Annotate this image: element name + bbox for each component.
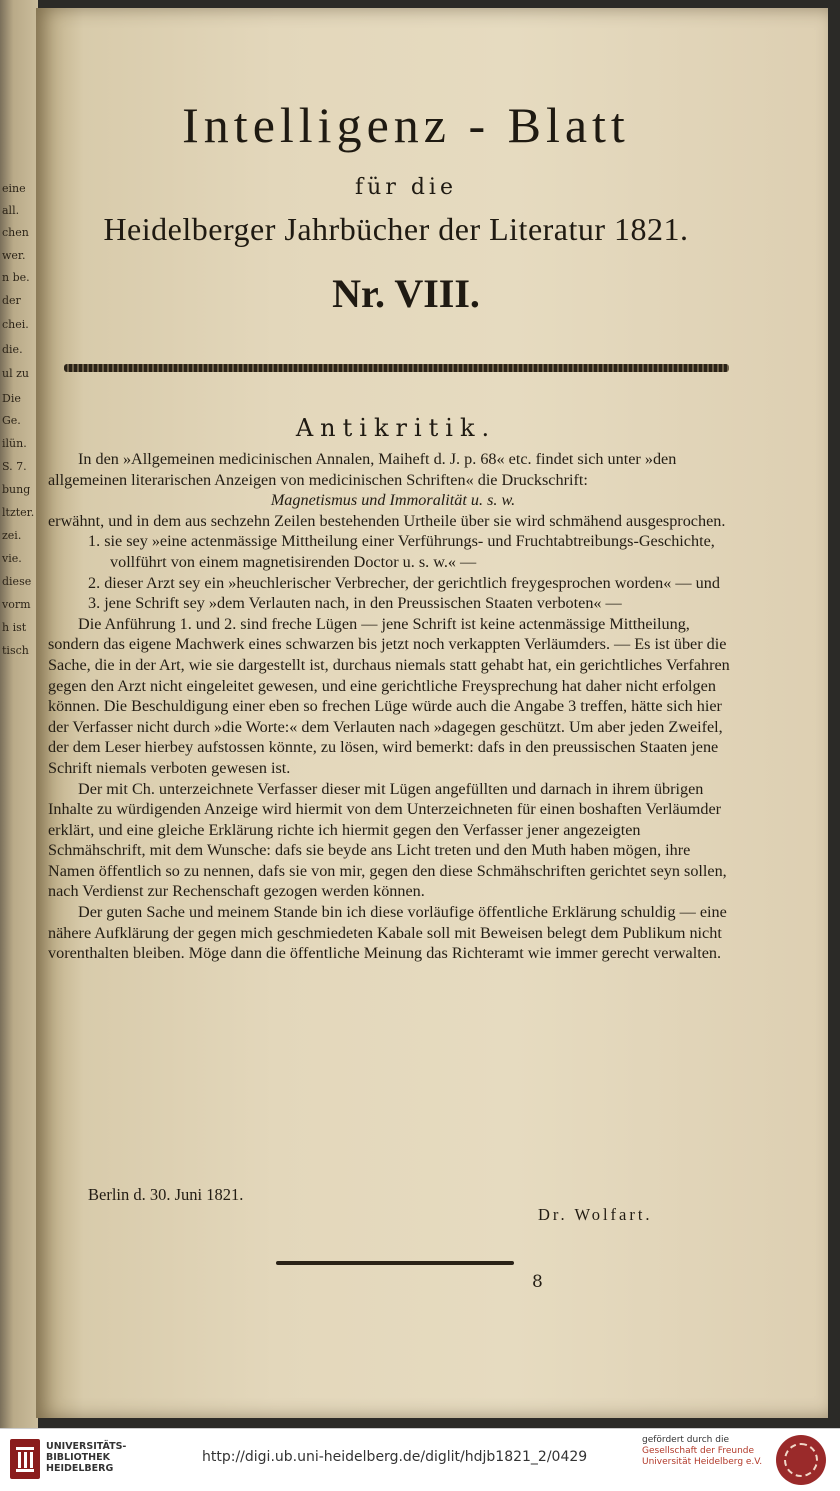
margin-fragment: tisch (2, 644, 29, 657)
closing-rule (276, 1261, 514, 1265)
margin-fragment: n be. (2, 271, 30, 284)
body-paragraph: Der mit Ch. unterzeichnete Verfasser dieser mit Lügen angefüllten und darnach in ihrem übrigen Inhalte zu würdigenden Anzeige wird hiermit von dem Unterzeichneten für einen boshaften Verläumder erklärt, und eine gleiche Erklärung richte ich hiermit gegen den Verfasser jener angezeigten Schmähschrift, mit dem Wunsche: dafs sie beyde ans Licht treten und den Muth haben mögen, ihre Namen öffentlich so zu nennen, dafs sie von mir, gegen den diese Schmähschriften gerichtet seyn sollen, nach Verdienst zur Rechenschaft gezogen werden können. (48, 779, 727, 901)
printer-signature-mark: 8 (532, 1272, 543, 1292)
cited-title: Magnetismus und Immoralität u. s. w. (270, 491, 516, 510)
list-item: 2. dieser Arzt sey ein »heuchlerischer Verbrecher, der gerichtlich freygesprochen worden« — und (88, 573, 720, 592)
margin-fragment: ilün. (2, 437, 27, 450)
margin-fragment: eine (2, 182, 26, 195)
masthead-subtitle: für die (355, 175, 457, 200)
issue-number: Nr. VIII. (332, 271, 480, 316)
margin-fragment: all. (2, 204, 20, 217)
margin-fragment: chen (2, 226, 29, 239)
intro-paragraph: In den »Allgemeinen medicinischen Annalen, Maiheft d. J. p. 68« etc. findet sich unter »den allgemeinen literarischen Anzeigen von medicinischen Schriften« die Druckschrift: (48, 450, 677, 489)
permalink-url[interactable]: http://digi.ub.uni-heidelberg.de/diglit/hdjb1821_2/0429 (202, 1449, 588, 1465)
body-paragraph: Der guten Sache und meinem Stande bin ich diese vorläufige öffentliche Erklärung schuldig — eine nähere Aufklärung der gegen mich geschmiedeten Kabale soll mit Beweisen belegt dem Publikum nicht vorenthalten bleiben. Möge dann die öffentliche Meinung das Richteramt wie immer gerecht verwalten. (48, 903, 727, 963)
body-paragraph: Die Anführung 1. und 2. sind freche Lügen — jene Schrift ist keine actenmässige Mittheilung, sondern das eigene Machwerk eines schwarzen bis jetzt noch verkappten Verläumders. — Es ist über die Sache, die in der Art, wie sie dargestellt ist, durchaus niemals statt gehabt hat, ein gerichtliches Verfahren gegen den Arzt nicht eingeleitet gewesen, und eine gerichtliche Freysprechung hat daher nicht erfolgen können. Die Beschuldigung einer eben so frechen Lüge würde auch die Angabe 3 treffen, hätte sich hier der Verfasser nicht durch »die Worte:« dem Verlauten nach »dagegen geschützt. Um aber jeden Zweifel, der dem Leser hierbey aufstossen könnte, zu lösen, wird bemerkt: dafs in den preussischen Staaten jene Schrift niemals verboten gewesen ist. (48, 614, 730, 777)
section-heading: Antikritik. (295, 414, 497, 442)
previous-page-edge (0, 0, 38, 1428)
place-date: Berlin d. 30. Juni 1821. (88, 1185, 244, 1204)
document-page (36, 8, 828, 1418)
margin-fragment: ul zu (2, 367, 29, 380)
margin-fragment: Ge. (2, 414, 21, 427)
margin-fragment: S. 7. (2, 460, 27, 473)
margin-fragment: der (2, 294, 21, 307)
mention-paragraph: erwähnt, und in dem aus sechzehn Zeilen bestehenden Urtheile über sie wird schmähend ausgesprochen. (48, 511, 726, 530)
sponsor-org: Universität Heidelberg e.V. (642, 1457, 763, 1467)
margin-fragment: vorm (2, 598, 31, 611)
list-item: 1. sie sey »eine actenmässige Mittheilung einer Verführungs- und Fruchtabtreibungs-Geschichte, vollführt von einem magnetisirenden Doctor u. s. w.« — (88, 532, 715, 571)
list-item: 3. jene Schrift sey »dem Verlauten nach, in den Preussischen Staaten verboten« — (88, 594, 622, 613)
margin-fragment: wer. (2, 249, 26, 262)
margin-fragment: chei. (2, 318, 29, 331)
sponsor-intro: gefördert durch die (642, 1435, 729, 1445)
university-seal-icon (776, 1435, 826, 1485)
margin-fragment: bung (2, 483, 31, 496)
margin-fragment: h ist (2, 621, 27, 634)
library-name-line: UNIVERSITÄTS- (46, 1441, 127, 1452)
margin-fragment: die. (2, 343, 23, 356)
margin-fragment: Die (2, 392, 21, 405)
sponsor-credit (642, 1435, 762, 1468)
article-body (48, 449, 738, 964)
journal-title: Heidelberger Jahrbücher der Literatur 1821. (103, 211, 689, 247)
masthead-title: Intelligenz - Blatt (182, 97, 630, 153)
margin-fragment: ltzter. (2, 506, 35, 519)
margin-fragment: vie. (2, 552, 22, 565)
library-name-line: BIBLIOTHEK (46, 1452, 110, 1463)
sponsor-org: Gesellschaft der Freunde (642, 1446, 755, 1456)
library-name (46, 1441, 126, 1474)
library-logo-icon (10, 1439, 40, 1479)
library-name-line: HEIDELBERG (46, 1463, 114, 1474)
author-signature: Dr. Wolfart. (538, 1205, 653, 1224)
ornamental-divider (64, 364, 729, 372)
margin-fragment: diese (2, 575, 32, 588)
margin-fragment: zei. (2, 529, 22, 542)
footer-bar (0, 1428, 840, 1491)
